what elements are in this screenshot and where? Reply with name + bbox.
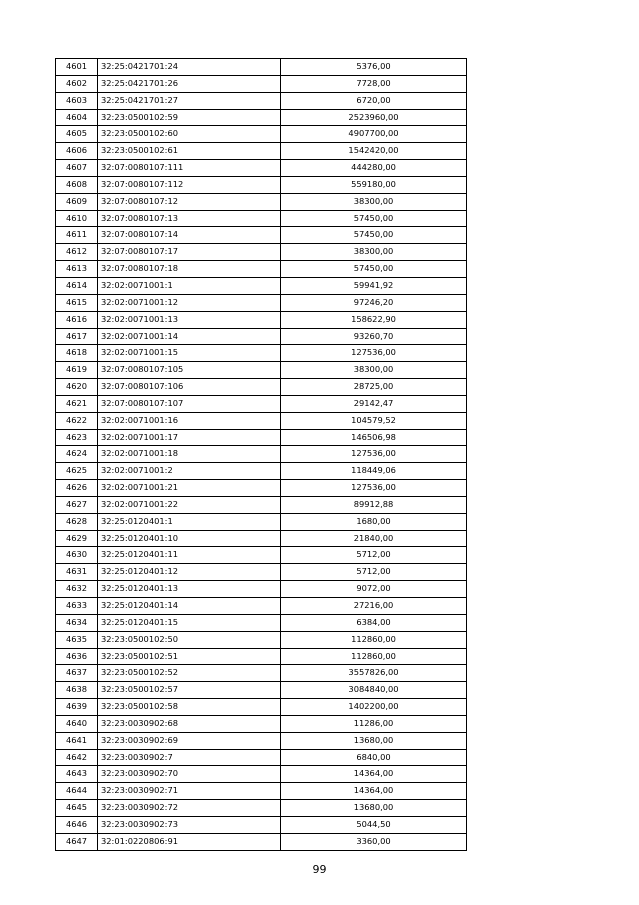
value-cell: 1542420,00 — [281, 143, 467, 160]
row-number-cell: 4608 — [56, 176, 98, 193]
value-cell: 57450,00 — [281, 227, 467, 244]
cadastral-number-cell: 32:25:0120401:15 — [98, 614, 281, 631]
cadastral-number-cell: 32:02:0071001:21 — [98, 480, 281, 497]
value-cell: 27216,00 — [281, 598, 467, 615]
value-cell: 57450,00 — [281, 210, 467, 227]
row-number-cell: 4609 — [56, 193, 98, 210]
value-cell: 127536,00 — [281, 345, 467, 362]
row-number-cell: 4626 — [56, 480, 98, 497]
table-row — [56, 143, 467, 160]
table-row — [56, 614, 467, 631]
cadastral-number-cell: 32:02:0071001:2 — [98, 463, 281, 480]
cadastral-number-cell: 32:23:0500102:59 — [98, 109, 281, 126]
cadastral-number-cell: 32:07:0080107:107 — [98, 395, 281, 412]
row-number-cell: 4643 — [56, 766, 98, 783]
value-cell: 13680,00 — [281, 800, 467, 817]
value-cell: 6840,00 — [281, 749, 467, 766]
row-number-cell: 4635 — [56, 631, 98, 648]
value-cell: 1402200,00 — [281, 699, 467, 716]
table-row — [56, 530, 467, 547]
cadastral-number-cell: 32:02:0071001:1 — [98, 277, 281, 294]
value-cell: 3557826,00 — [281, 665, 467, 682]
value-cell: 146506,98 — [281, 429, 467, 446]
cadastral-number-cell: 32:02:0071001:15 — [98, 345, 281, 362]
cadastral-number-cell: 32:25:0120401:1 — [98, 513, 281, 530]
row-number-cell: 4605 — [56, 126, 98, 143]
row-number-cell: 4634 — [56, 614, 98, 631]
cadastral-number-cell: 32:07:0080107:12 — [98, 193, 281, 210]
table-row — [56, 682, 467, 699]
table-row — [56, 547, 467, 564]
cadastral-number-cell: 32:25:0120401:14 — [98, 598, 281, 615]
table-row — [56, 379, 467, 396]
table-row — [56, 783, 467, 800]
value-cell: 3084840,00 — [281, 682, 467, 699]
value-cell: 14364,00 — [281, 766, 467, 783]
value-cell: 57450,00 — [281, 261, 467, 278]
value-cell: 104579,52 — [281, 412, 467, 429]
table-row — [56, 345, 467, 362]
row-number-cell: 4632 — [56, 581, 98, 598]
table-row — [56, 261, 467, 278]
table-row — [56, 294, 467, 311]
table-row — [56, 816, 467, 833]
row-number-cell: 4640 — [56, 715, 98, 732]
row-number-cell: 4628 — [56, 513, 98, 530]
row-number-cell: 4615 — [56, 294, 98, 311]
cadastral-number-cell: 32:23:0030902:73 — [98, 816, 281, 833]
table-row — [56, 665, 467, 682]
cadastral-number-cell: 32:02:0071001:14 — [98, 328, 281, 345]
cadastral-number-cell: 32:02:0071001:16 — [98, 412, 281, 429]
row-number-cell: 4638 — [56, 682, 98, 699]
table-row — [56, 395, 467, 412]
cadastral-number-cell: 32:25:0120401:10 — [98, 530, 281, 547]
table-row — [56, 176, 467, 193]
table-row — [56, 75, 467, 92]
row-number-cell: 4623 — [56, 429, 98, 446]
value-cell: 127536,00 — [281, 446, 467, 463]
cadastral-number-cell: 32:23:0500102:60 — [98, 126, 281, 143]
table-row — [56, 227, 467, 244]
cadastral-number-cell: 32:07:0080107:111 — [98, 160, 281, 177]
table-row — [56, 126, 467, 143]
row-number-cell: 4631 — [56, 564, 98, 581]
value-cell: 9072,00 — [281, 581, 467, 598]
row-number-cell: 4602 — [56, 75, 98, 92]
row-number-cell: 4607 — [56, 160, 98, 177]
row-number-cell: 4619 — [56, 362, 98, 379]
cadastral-number-cell: 32:01:0220806:91 — [98, 833, 281, 850]
table-row — [56, 446, 467, 463]
table-row — [56, 328, 467, 345]
table-row — [56, 800, 467, 817]
value-cell: 89912,88 — [281, 496, 467, 513]
cadastral-number-cell: 32:07:0080107:106 — [98, 379, 281, 396]
cadastral-number-cell: 32:23:0500102:58 — [98, 699, 281, 716]
cadastral-number-cell: 32:25:0120401:13 — [98, 581, 281, 598]
row-number-cell: 4641 — [56, 732, 98, 749]
value-cell: 112860,00 — [281, 631, 467, 648]
cadastral-number-cell: 32:25:0120401:12 — [98, 564, 281, 581]
cadastral-number-cell: 32:23:0500102:50 — [98, 631, 281, 648]
cadastral-number-cell: 32:23:0030902:72 — [98, 800, 281, 817]
table-row — [56, 59, 467, 76]
table-row — [56, 833, 467, 850]
value-cell: 4907700,00 — [281, 126, 467, 143]
value-cell: 14364,00 — [281, 783, 467, 800]
cadastral-number-cell: 32:25:0120401:11 — [98, 547, 281, 564]
row-number-cell: 4611 — [56, 227, 98, 244]
cadastral-number-cell: 32:23:0030902:68 — [98, 715, 281, 732]
cadastral-number-cell: 32:07:0080107:13 — [98, 210, 281, 227]
row-number-cell: 4647 — [56, 833, 98, 850]
table-row — [56, 699, 467, 716]
row-number-cell: 4614 — [56, 277, 98, 294]
table-row — [56, 362, 467, 379]
value-cell: 6384,00 — [281, 614, 467, 631]
table-row — [56, 648, 467, 665]
table-row — [56, 581, 467, 598]
value-cell: 5712,00 — [281, 547, 467, 564]
value-cell: 112860,00 — [281, 648, 467, 665]
cadastral-number-cell: 32:23:0500102:61 — [98, 143, 281, 160]
cadastral-number-cell: 32:07:0080107:17 — [98, 244, 281, 261]
value-cell: 444280,00 — [281, 160, 467, 177]
cadastral-number-cell: 32:23:0030902:7 — [98, 749, 281, 766]
value-cell: 3360,00 — [281, 833, 467, 850]
cadastral-number-cell: 32:23:0500102:57 — [98, 682, 281, 699]
row-number-cell: 4636 — [56, 648, 98, 665]
cadastral-number-cell: 32:23:0030902:71 — [98, 783, 281, 800]
table-body — [56, 59, 467, 851]
row-number-cell: 4620 — [56, 379, 98, 396]
table-row — [56, 210, 467, 227]
row-number-cell: 4637 — [56, 665, 98, 682]
row-number-cell: 4633 — [56, 598, 98, 615]
row-number-cell: 4642 — [56, 749, 98, 766]
value-cell: 5044,50 — [281, 816, 467, 833]
table-row — [56, 749, 467, 766]
value-cell: 1680,00 — [281, 513, 467, 530]
row-number-cell: 4644 — [56, 783, 98, 800]
value-cell: 59941,92 — [281, 277, 467, 294]
row-number-cell: 4627 — [56, 496, 98, 513]
cadastral-number-cell: 32:02:0071001:22 — [98, 496, 281, 513]
value-cell: 28725,00 — [281, 379, 467, 396]
cadastral-number-cell: 32:07:0080107:18 — [98, 261, 281, 278]
cadastral-number-cell: 32:07:0080107:112 — [98, 176, 281, 193]
value-cell: 38300,00 — [281, 193, 467, 210]
table-row — [56, 109, 467, 126]
row-number-cell: 4618 — [56, 345, 98, 362]
table-row — [56, 311, 467, 328]
cadastral-number-cell: 32:25:0421701:24 — [98, 59, 281, 76]
row-number-cell: 4616 — [56, 311, 98, 328]
value-cell: 6720,00 — [281, 92, 467, 109]
table-row — [56, 564, 467, 581]
value-cell: 559180,00 — [281, 176, 467, 193]
value-cell: 5376,00 — [281, 59, 467, 76]
value-cell: 93260,70 — [281, 328, 467, 345]
row-number-cell: 4646 — [56, 816, 98, 833]
row-number-cell: 4612 — [56, 244, 98, 261]
cadastral-number-cell: 32:07:0080107:14 — [98, 227, 281, 244]
row-number-cell: 4601 — [56, 59, 98, 76]
value-cell: 13680,00 — [281, 732, 467, 749]
row-number-cell: 4613 — [56, 261, 98, 278]
table-row — [56, 480, 467, 497]
row-number-cell: 4617 — [56, 328, 98, 345]
table-row — [56, 766, 467, 783]
cadastral-number-cell: 32:07:0080107:105 — [98, 362, 281, 379]
cadastral-number-cell: 32:02:0071001:13 — [98, 311, 281, 328]
row-number-cell: 4604 — [56, 109, 98, 126]
table-row — [56, 160, 467, 177]
cadastral-number-cell: 32:23:0500102:52 — [98, 665, 281, 682]
row-number-cell: 4603 — [56, 92, 98, 109]
cadastral-number-cell: 32:02:0071001:17 — [98, 429, 281, 446]
cadastral-number-cell: 32:25:0421701:26 — [98, 75, 281, 92]
table-row — [56, 92, 467, 109]
row-number-cell: 4625 — [56, 463, 98, 480]
table-row — [56, 429, 467, 446]
table-row — [56, 715, 467, 732]
value-cell: 118449,06 — [281, 463, 467, 480]
value-cell: 5712,00 — [281, 564, 467, 581]
cadastral-number-cell: 32:23:0030902:69 — [98, 732, 281, 749]
value-cell: 7728,00 — [281, 75, 467, 92]
value-cell: 11286,00 — [281, 715, 467, 732]
cadastral-number-cell: 32:25:0421701:27 — [98, 92, 281, 109]
value-cell: 97246,20 — [281, 294, 467, 311]
row-number-cell: 4645 — [56, 800, 98, 817]
row-number-cell: 4624 — [56, 446, 98, 463]
value-cell: 127536,00 — [281, 480, 467, 497]
value-cell: 21840,00 — [281, 530, 467, 547]
table-row — [56, 496, 467, 513]
table-row — [56, 463, 467, 480]
table-row — [56, 598, 467, 615]
value-cell: 2523960,00 — [281, 109, 467, 126]
row-number-cell: 4639 — [56, 699, 98, 716]
cadastral-number-cell: 32:23:0500102:51 — [98, 648, 281, 665]
row-number-cell: 4622 — [56, 412, 98, 429]
row-number-cell: 4621 — [56, 395, 98, 412]
value-cell: 158622,90 — [281, 311, 467, 328]
table-row — [56, 193, 467, 210]
table-row — [56, 513, 467, 530]
table-row — [56, 244, 467, 261]
row-number-cell: 4629 — [56, 530, 98, 547]
row-number-cell: 4610 — [56, 210, 98, 227]
page-number: 99 — [312, 863, 327, 876]
row-number-cell: 4630 — [56, 547, 98, 564]
table-row — [56, 412, 467, 429]
value-cell: 29142,47 — [281, 395, 467, 412]
table-row — [56, 631, 467, 648]
cadastral-number-cell: 32:02:0071001:18 — [98, 446, 281, 463]
cadastral-number-cell: 32:02:0071001:12 — [98, 294, 281, 311]
value-cell: 38300,00 — [281, 362, 467, 379]
table-row — [56, 732, 467, 749]
cadastral-number-cell: 32:23:0030902:70 — [98, 766, 281, 783]
table-row — [56, 277, 467, 294]
row-number-cell: 4606 — [56, 143, 98, 160]
cadastral-value-table — [55, 58, 467, 851]
value-cell: 38300,00 — [281, 244, 467, 261]
